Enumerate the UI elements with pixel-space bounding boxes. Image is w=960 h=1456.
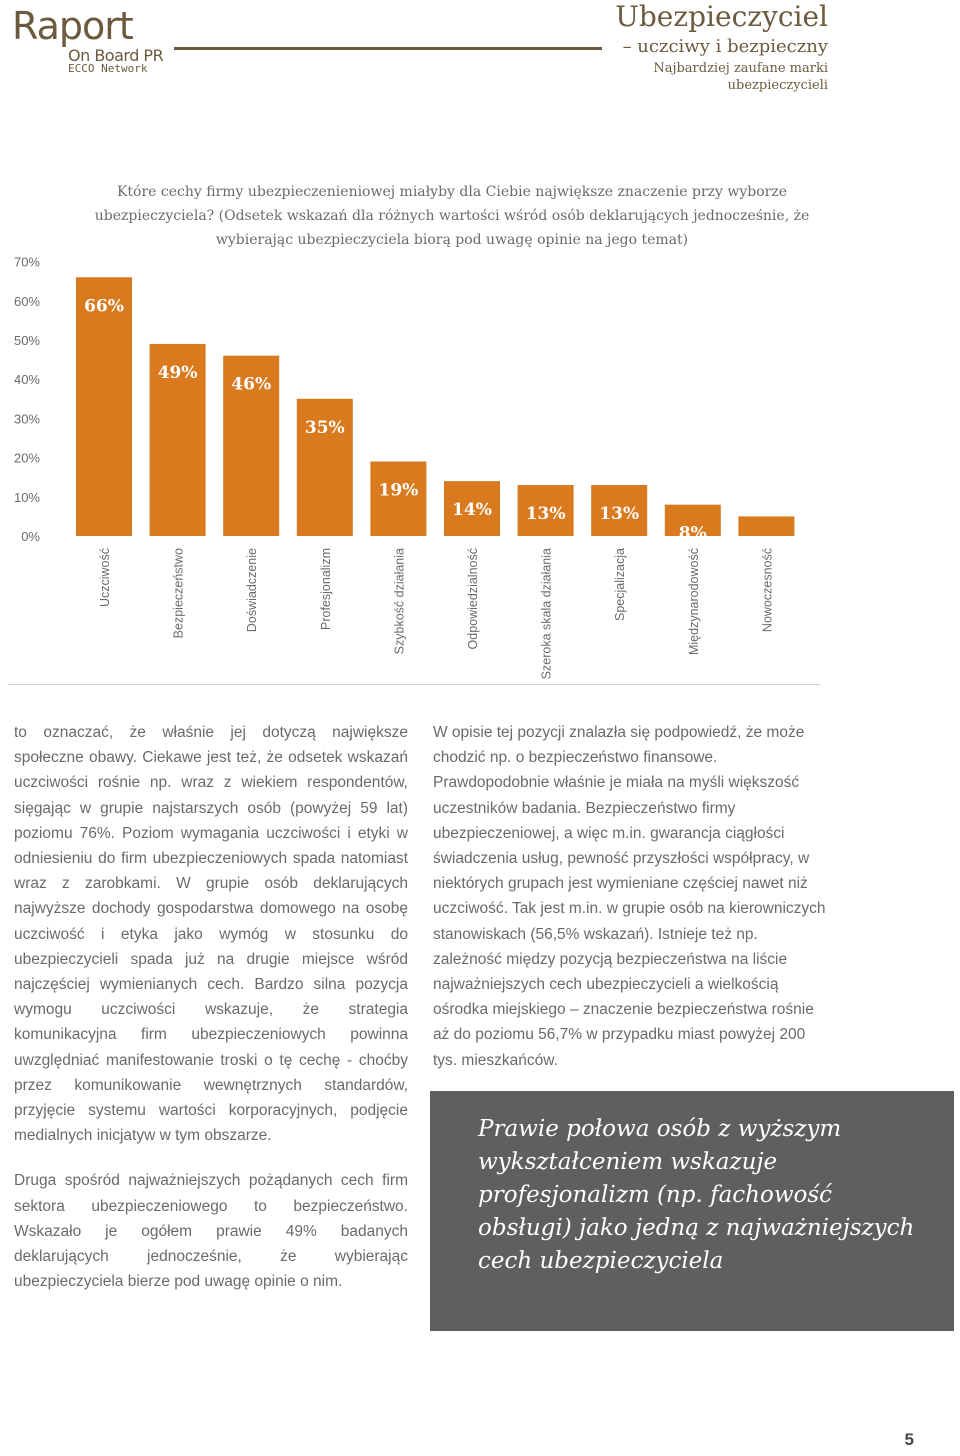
bar-value-label: 13% bbox=[525, 504, 566, 525]
y-tick-label: 10% bbox=[13, 489, 40, 505]
y-tick-label: 60% bbox=[13, 293, 40, 309]
bar-value-label: 35% bbox=[304, 417, 345, 438]
y-tick-label: 20% bbox=[13, 450, 40, 466]
bar-value-label: 49% bbox=[157, 362, 198, 383]
bar-value-label: 66% bbox=[84, 296, 124, 317]
bar-chart bbox=[0, 250, 830, 680]
y-tick-label: 70% bbox=[13, 254, 40, 270]
logo-ecco-network: ECCO Network bbox=[68, 62, 148, 75]
text-column-left bbox=[14, 720, 408, 1314]
x-tick-label: Specjalizacja bbox=[613, 548, 628, 621]
y-tick-label: 0% bbox=[21, 529, 40, 544]
x-tick-label: Międzynarodowość bbox=[686, 548, 701, 655]
bar-value-label: 8% bbox=[678, 523, 707, 544]
y-tick-label: 50% bbox=[13, 333, 40, 348]
x-tick-label: Szybkość działania bbox=[392, 548, 407, 655]
paragraph: Druga spośród najważniejszych pożądanych cech firm sektora ubezpieczeniowego to bezpieczeństwo. Wskazało je ogółem prawie 49% badanych deklarujących jednocześnie, że wybierając ubezpieczyciela bierze pod uwagę opinie o nim. bbox=[14, 1172, 408, 1291]
pull-quote: Prawie połowa osób z wyższym wykształceniem wskazuje profesjonalizm (np. fachowość obsługi) jako jedną z najważniejszych cech ubezpieczyciela bbox=[478, 1116, 915, 1274]
x-tick-label: Odpowiedzialność bbox=[466, 548, 480, 650]
x-tick-label: Bezpieczeństwo bbox=[171, 548, 186, 639]
section-title: Ubezpieczyciel bbox=[615, 0, 828, 33]
x-tick-label: Uczciwość bbox=[98, 548, 112, 608]
bar bbox=[738, 516, 794, 536]
pull-quote-box bbox=[430, 1091, 954, 1331]
header-rule bbox=[174, 47, 602, 50]
bar-value-label: 46% bbox=[231, 374, 272, 395]
x-tick-label: Szeroka skala działania bbox=[539, 548, 554, 680]
y-tick-label: 40% bbox=[13, 372, 40, 388]
chart-title: Które cechy firmy ubezpieczenieniowej miałyby dla Ciebie największe znaczenie przy wyborze ubezpieczyciela? (Odsetek wskazań dla różnych wartości wśród osób deklarujących jednocześnie, że wybierając ubezpieczyciela biorą pod uwagę opinie na jego temat) bbox=[94, 184, 810, 248]
bar-value-label: 14% bbox=[452, 500, 492, 521]
page-number: 5 bbox=[904, 1430, 914, 1449]
x-tick-label: Profesjonalizm bbox=[318, 548, 333, 630]
x-tick-label: Nowoczesność bbox=[760, 548, 775, 633]
section-divider bbox=[8, 684, 820, 685]
y-tick-label: 30% bbox=[13, 411, 40, 427]
paragraph: to oznaczać, że właśnie jej dotyczą największe społeczne obawy. Ciekawe jest też, że odsetek wskazań uczciwości rośnie np. wraz z wiekiem respondentów, sięgając w grupie najstarszych osób (powyżej 59 lat) poziomu 76%. Poziom wymagania uczciwości i etyki w odniesieniu do firm ubezpieczeniowych spada natomiast wraz z zarobkami. W grupie osób deklarujących najwyższe dochody gospodarstwa domowego na osobę uczciwość i etyka jako wymóg w stosunku do ubezpieczycieli spada już na drugie miejsce wśród najczęściej wymienianych cech. Bardzo silna pozycja wymogu uczciwości wskazuje, że strategia komunikacyjna firm ubezpieczeniowych powinna uwzględniać manifestowanie troski o tę cechę - choćby przez komunikowanie wewnętrznych standardów, przyjęcie systemu wartości korporacyjnych, podjęcie medialnych inicjatyw w tym obszarze. bbox=[14, 724, 408, 1145]
bar-value-label: 19% bbox=[378, 480, 419, 501]
bar-value-label: 13% bbox=[599, 504, 640, 525]
text-column-right bbox=[433, 720, 829, 1073]
logo-onboard-pr: On Board PR bbox=[68, 46, 164, 65]
bar-value-label: 5% bbox=[752, 535, 781, 556]
logo-raport: Raport bbox=[12, 4, 133, 48]
paragraph: W opisie tej pozycji znalazła się podpowiedź, że może chodzić np. o bezpieczeństwo finansowe. Prawdopodobnie właśnie je miała na myśli większość uczestników badania. Bezpieczeństwo firmy ubezpieczeniowej, a więc m.in. gwarancja ciągłości świadczenia usług, pewność przyszłości współpracy, w niektórych grupach jest wymieniane częściej nawet niż uczciwość. Tak jest m.in. w grupie osób na kierowniczych stanowiskach (56,5% wskazań). Istnieje też np. zależność między pozycją bezpieczeństwa na liście najważniejszych cech ubezpieczycieli a wielkością ośrodka miejskiego – znaczenie bezpieczeństwa rośnie aż do poziomu 56,7% w przypadku miast powyżej 200 tys. mieszkańców. bbox=[433, 724, 826, 1069]
x-tick-label: Doświadczenie bbox=[245, 548, 260, 633]
section-tagline: Najbardziej zaufane marki ubezpieczycieli bbox=[653, 61, 828, 93]
section-subtitle: – uczciwy i bezpieczny bbox=[622, 36, 828, 57]
